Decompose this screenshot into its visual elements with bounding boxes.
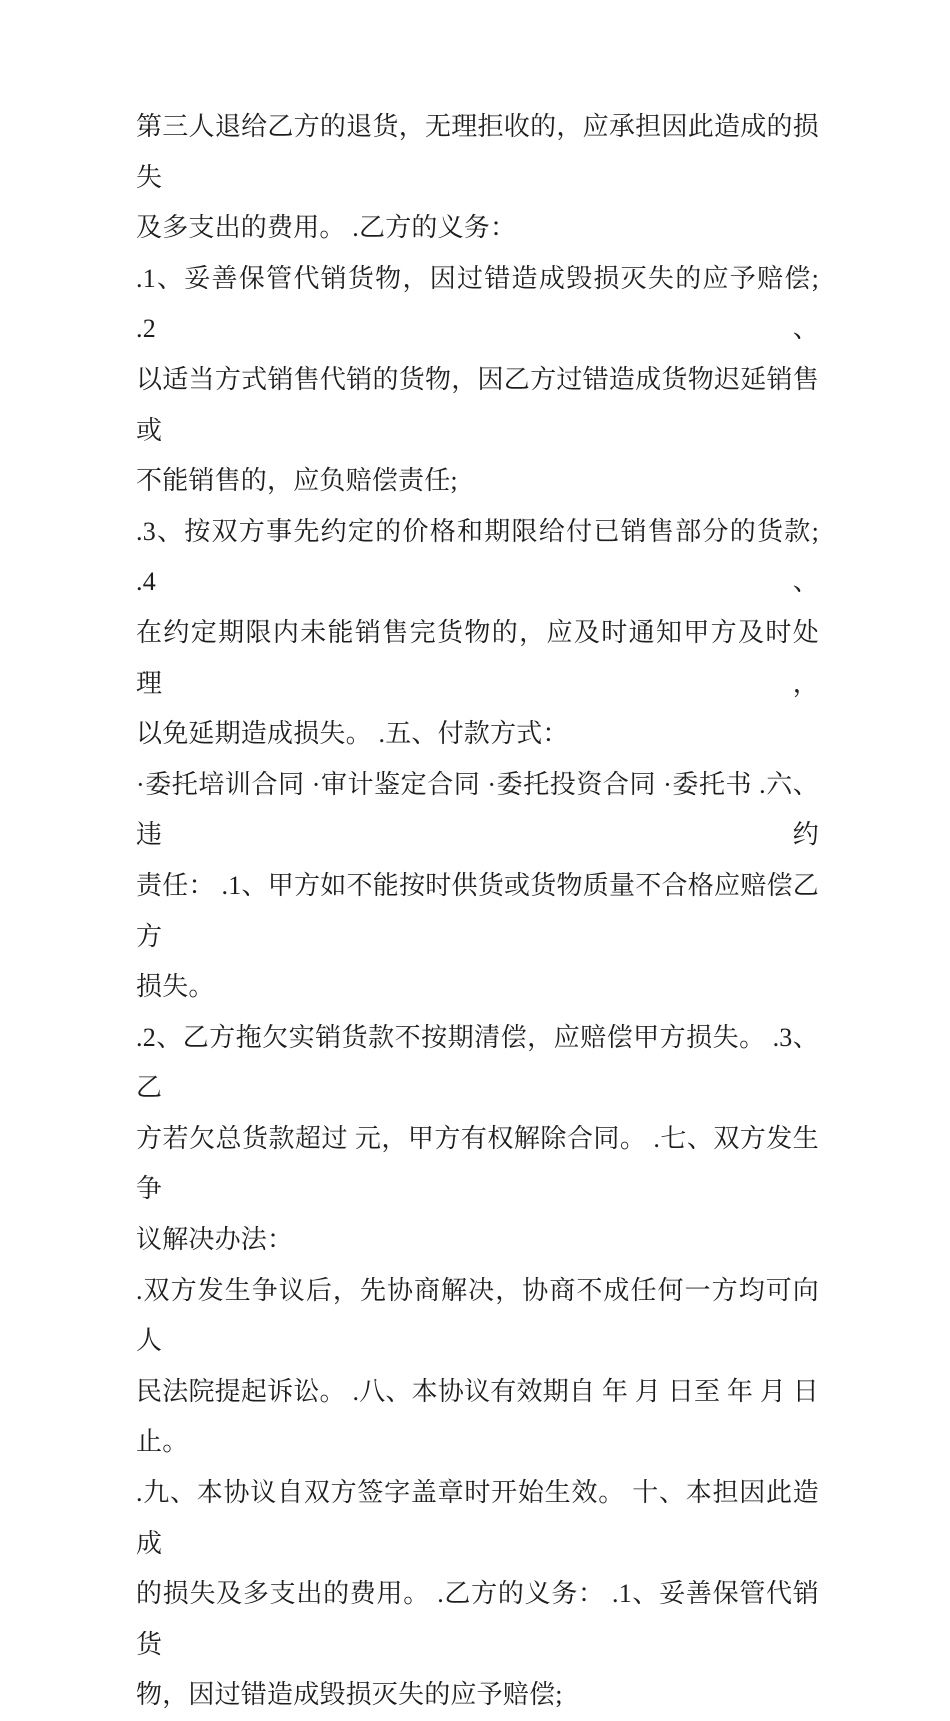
text-line: .2、乙方拖欠实销货款不按期清偿，应赔偿甲方损失。 .3、乙	[136, 1022, 819, 1103]
text-line: .九、本协议自双方签字盖章时开始生效。 十、本担因此造成	[136, 1478, 819, 1558]
text-line: 物，因过错造成毁损灭失的应予赔偿;	[136, 1680, 563, 1710]
text-line: 不能销售的，应负赔偿责任;	[136, 466, 458, 496]
text-line: ·委托培训合同 ·审计鉴定合同 ·委托投资合同 ·委托书 .六、违约	[136, 769, 819, 850]
text-line: .3、按双方事先约定的价格和期限给付已销售部分的货款; .4、	[136, 516, 819, 597]
text-line: 议解决办法：	[136, 1225, 294, 1255]
text-line: 及多支出的费用。 .乙方的义务：	[136, 213, 517, 243]
text-line: 的损失及多支出的费用。 .乙方的义务： .1、妥善保管代销货	[136, 1579, 819, 1659]
text-line: .1、妥善保管代销货物，因过错造成毁损灭失的应予赔偿; .2、	[136, 263, 819, 344]
text-line: 第三人退给乙方的退货，无理拒收的，应承担因此造成的损失	[136, 112, 819, 192]
text-line: 责任： .1、甲方如不能按时供货或货物质量不合格应赔偿乙方	[136, 870, 819, 951]
text-line: .双方发生争议后，先协商解决，协商不成任何一方均可向人	[136, 1275, 819, 1356]
text-line: 以适当方式销售代销的货物，因乙方过错造成货物迟延销售或	[136, 364, 819, 445]
text-line: 民法院提起诉讼。 .八、本协议有效期自 年 月 日至 年 月 日	[136, 1376, 819, 1406]
text-line: 方若欠总货款超过 元，甲方有权解除合同。 .七、双方发生争	[136, 1123, 819, 1204]
text-line: 止。	[136, 1427, 189, 1457]
text-line: 以免延期造成损失。 .五、付款方式：	[136, 719, 569, 749]
text-line: 在约定期限内未能销售完货物的，应及时通知甲方及时处理，	[136, 617, 819, 698]
text-line: 损失。	[136, 972, 215, 1002]
document-text-block	[136, 102, 819, 1721]
